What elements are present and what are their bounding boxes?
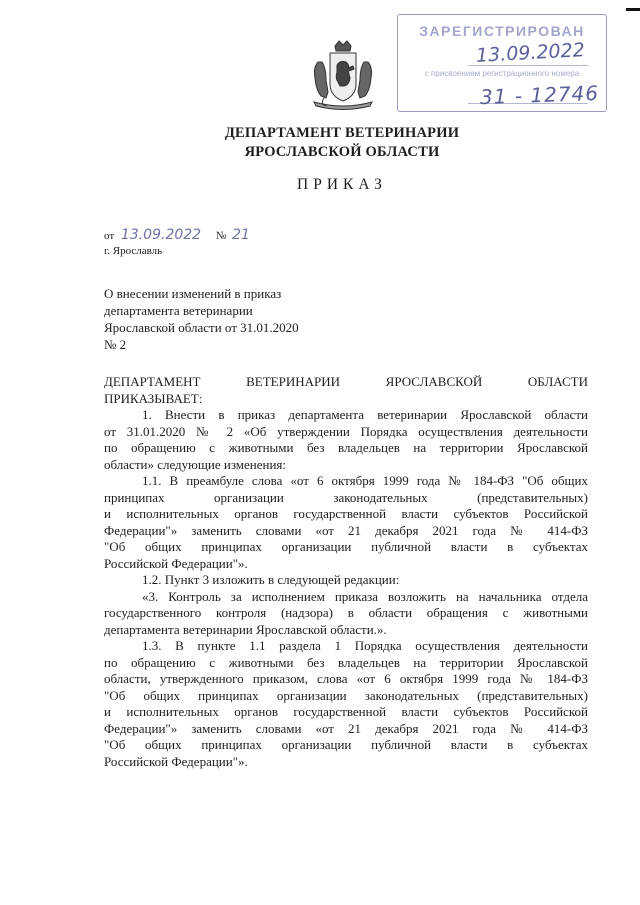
body-line: области, утвержденного приказом, слова «от 6 октября 1999 года № 184-ФЗ [104, 671, 588, 686]
subject-line: № 2 [104, 337, 127, 352]
body-line: ПРИКАЗЫВАЕТ: [104, 390, 203, 406]
body-line: 1.2. Пункт 3 изложить в следующей редакции: [142, 572, 400, 587]
document-subject [104, 285, 364, 353]
stamp-date: 13.09.2022 [475, 39, 586, 67]
organization-name-line2: ЯРОСЛАВСКОЙ ОБЛАСТИ [244, 144, 440, 160]
number-value: 21 [232, 227, 250, 243]
body-line: Российской Федерации"». [104, 753, 248, 769]
date-label: от [104, 230, 115, 242]
registration-stamp [397, 14, 607, 112]
body-line: 1.3. В пункте 1.1 раздела 1 Порядка осуществления деятельности [142, 638, 588, 653]
body-line: области» следующие изменения: [104, 456, 287, 472]
body-line: 1.1. В преамбуле слова «от 6 октября 1999 года № 184-ФЗ "Об общих [142, 473, 588, 488]
body-line: ДЕПАРТАМЕНТ ВЕТЕРИНАРИИ ЯРОСЛАВСКОЙ ОБЛАСТИ [104, 374, 588, 389]
body-line: Федерации"» заменить словами «от 21 декабря 2021 года № 414-ФЗ [104, 720, 588, 736]
body-line: 1. Внести в приказ департамента ветеринарии Ярославской области [142, 407, 588, 422]
document-type: ПРИКАЗ [297, 176, 387, 193]
stamp-subtitle: с присвоением регистрационного номера [424, 69, 580, 78]
body-line: «3. Контроль за исполнением приказа возложить на начальника отдела [142, 588, 588, 604]
body-line: департамента ветеринарии Ярославской области.». [104, 621, 387, 637]
body-line: Российской Федерации"». [104, 555, 248, 571]
stamp-registration-number: 31 - 12746 [479, 80, 600, 110]
city: г. Ярославль [104, 245, 163, 257]
document-body [104, 374, 588, 770]
body-line: и исполнительных органов государственной власти субъектов Российской [104, 506, 588, 521]
body-line: Федерации"» заменить словами «от 21 декабря 2021 года № 414-ФЗ [104, 522, 588, 538]
body-line: принципах организации законодательных (представительных) [104, 489, 588, 505]
body-line: "Об общих принципах организации публичной власти в субъектах [104, 539, 588, 554]
subject-line: Ярославской области от 31.01.2020 [104, 320, 299, 335]
organization-name-line1: ДЕПАРТАМЕНТ ВЕТЕРИНАРИИ [224, 125, 460, 141]
body-line: и исполнительных органов государственной власти субъектов Российской [104, 704, 588, 719]
date-value: 13.09.2022 [120, 227, 202, 243]
coat-of-arms-icon [304, 38, 382, 112]
body-line: от 31.01.2020 № 2 «Об утверждении Порядка осуществления деятельности [104, 423, 588, 439]
body-line: по обращению с животными без владельцев на территории Ярославской [104, 440, 588, 455]
date-number-line [104, 227, 250, 243]
body-line: по обращению с животными без владельцев на территории Ярославской [104, 654, 588, 670]
subject-line: департамента ветеринарии [104, 303, 253, 318]
number-label: № [215, 230, 227, 242]
stamp-title: ЗАРЕГИСТРИРОВАН [419, 23, 585, 39]
body-line: "Об общих принципах организации законодательных (представительных) [104, 687, 588, 703]
subject-line: О внесении изменений в приказ [104, 286, 282, 301]
body-line: "Об общих принципах организации публичной власти в субъектах [104, 737, 588, 752]
scan-edge-mark [626, 8, 640, 11]
body-line: государственного контроля (надзора) в области обращения с животными [104, 605, 588, 620]
